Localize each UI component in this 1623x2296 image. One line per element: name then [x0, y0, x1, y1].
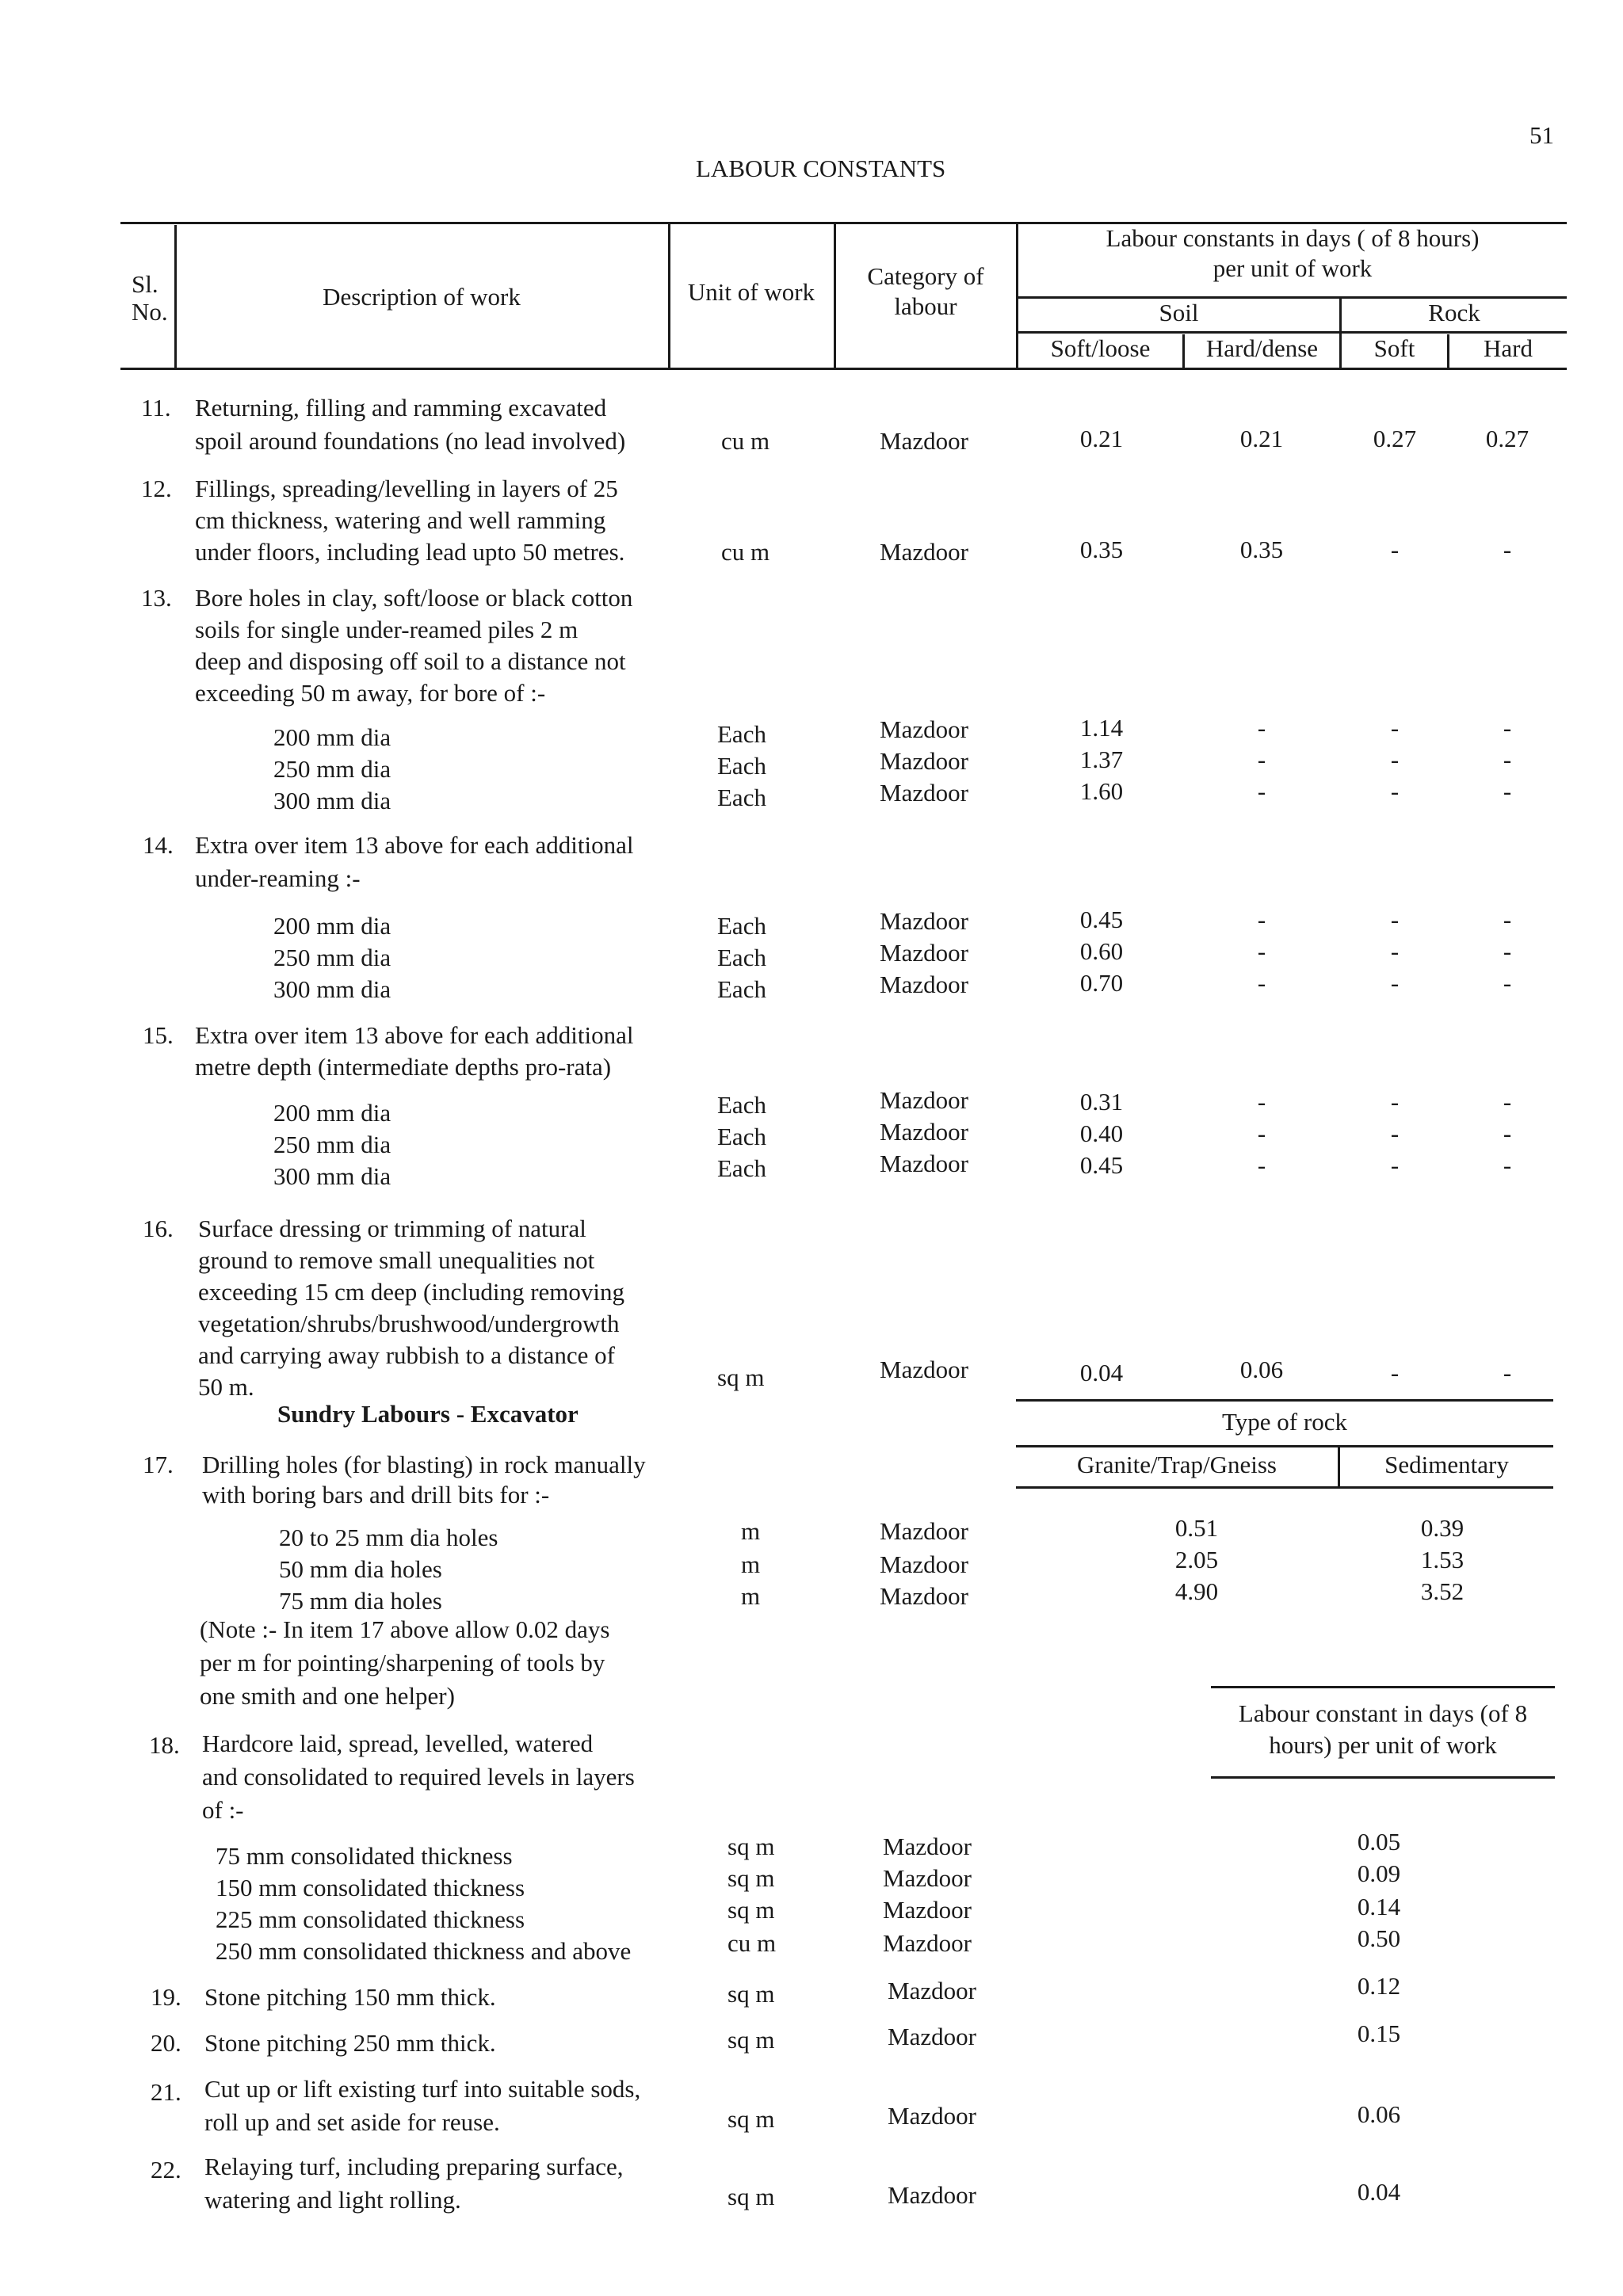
rock-type-sedimentary: Sedimentary — [1384, 1451, 1509, 1478]
sub-item-label: 300 mm dia — [273, 975, 391, 1003]
item-number: 19. — [151, 1983, 181, 2011]
sub-item-label: 150 mm consolidated thickness — [216, 1874, 525, 1901]
item-number: 15. — [143, 1021, 174, 1049]
value-constant: 0.09 — [1357, 1859, 1401, 1887]
item-unit: cu m — [727, 1929, 777, 1957]
value-hard-dense: - — [1257, 746, 1266, 773]
header-description: Description of work — [323, 283, 521, 311]
item-unit: sq m — [727, 2105, 775, 2133]
value-sedimentary: 3.52 — [1420, 1577, 1465, 1605]
item-desc-line: Relaying turf, including preparing surface, — [204, 2153, 624, 2180]
value-rock-soft: - — [1390, 969, 1400, 997]
item-category: Mazdoor — [880, 1582, 968, 1610]
value-hard-dense: - — [1257, 969, 1266, 997]
item-desc-line: of :- — [202, 1796, 244, 1824]
value-rock-soft: - — [1390, 937, 1400, 965]
value-rock-hard: - — [1503, 746, 1512, 773]
sub-item-label: 250 mm dia — [273, 1131, 391, 1158]
item-category: Mazdoor — [880, 939, 968, 967]
sub-item-label: 300 mm dia — [273, 787, 391, 814]
item-category: Mazdoor — [880, 971, 968, 998]
value-hard-dense: 0.06 — [1239, 1356, 1284, 1383]
item-desc-line: Extra over item 13 above for each additional — [195, 831, 634, 859]
item-number: 18. — [149, 1731, 180, 1759]
header-hard-dense: Hard/dense — [1205, 334, 1319, 362]
value-soft-loose: 0.21 — [1079, 425, 1124, 452]
item-category: Mazdoor — [880, 1150, 968, 1177]
sub-item-label: 250 mm consolidated thickness and above — [216, 1937, 632, 1965]
value-rock-hard: - — [1503, 906, 1512, 933]
item-category: Mazdoor — [883, 1929, 972, 1957]
item-category: Mazdoor — [880, 538, 968, 566]
constant-header-line: Labour constant in days (of 8 — [1238, 1699, 1528, 1727]
value-granite: 2.05 — [1174, 1546, 1219, 1573]
value-rock-hard: - — [1503, 777, 1512, 805]
page-title: LABOUR CONSTANTS — [696, 154, 946, 182]
header-soil: Soil — [1159, 299, 1199, 326]
note-line: per m for pointing/sharpening of tools by — [200, 1649, 605, 1676]
item-number: 16. — [143, 1215, 174, 1242]
item-desc-line: spoil around foundations (no lead involved) — [195, 427, 626, 455]
sub-item-label: 200 mm dia — [273, 723, 391, 751]
value-constant: 0.04 — [1357, 2178, 1401, 2206]
item-desc-line: 50 m. — [198, 1373, 254, 1401]
header-sl-no: Sl. — [132, 270, 158, 298]
sub-item-label: 75 mm dia holes — [279, 1587, 442, 1615]
value-soft-loose: 1.14 — [1079, 714, 1124, 742]
value-constant: 0.06 — [1357, 2100, 1401, 2128]
item-unit: cu m — [721, 538, 770, 566]
value-rock-hard: - — [1503, 714, 1512, 742]
item-unit: Each — [717, 975, 766, 1003]
item-unit: sq m — [727, 2026, 775, 2054]
header-constants-1: Labour constants in days ( of 8 hours) — [1106, 224, 1480, 252]
item-number: 12. — [141, 475, 172, 502]
item-category: Mazdoor — [880, 779, 968, 807]
sub-item-label: 200 mm dia — [273, 1099, 391, 1127]
sub-item-label: 50 mm dia holes — [279, 1555, 442, 1583]
item-category: Mazdoor — [888, 2023, 976, 2050]
value-soft-loose: 0.35 — [1079, 536, 1124, 563]
item-desc-line: exceeding 50 m away, for bore of :- — [195, 679, 546, 707]
item-unit: Each — [717, 944, 766, 971]
value-hard-dense: - — [1257, 777, 1266, 805]
value-rock-hard: - — [1503, 1119, 1512, 1147]
item-unit: Each — [717, 720, 766, 748]
value-soft-loose: 0.70 — [1079, 969, 1124, 997]
item-category: Mazdoor — [880, 427, 968, 455]
value-soft-loose: 0.45 — [1079, 1151, 1124, 1179]
value-rock-soft: 0.27 — [1373, 425, 1417, 452]
value-rock-soft: - — [1390, 536, 1400, 563]
value-soft-loose: 1.60 — [1079, 777, 1124, 805]
value-constant: 0.12 — [1357, 1972, 1401, 2000]
value-soft-loose: 0.40 — [1079, 1119, 1124, 1147]
item-desc-line: Extra over item 13 above for each additional — [195, 1021, 634, 1049]
header-unit: Unit of work — [687, 278, 815, 306]
item-unit: Each — [717, 1154, 766, 1182]
value-rock-hard: - — [1503, 937, 1512, 965]
item-desc-line: cm thickness, watering and well ramming — [195, 506, 606, 534]
item-desc-line: Fillings, spreading/levelling in layers of 25 — [195, 475, 618, 502]
value-rock-hard: - — [1503, 1088, 1512, 1116]
value-hard-dense: - — [1257, 937, 1266, 965]
item-desc-line: and consolidated to required levels in layers — [202, 1763, 635, 1791]
item-desc-line: ground to remove small unequalities not — [198, 1246, 595, 1274]
value-hard-dense: 0.35 — [1239, 536, 1284, 563]
item-unit: sq m — [727, 1833, 775, 1860]
value-constant: 0.50 — [1357, 1924, 1401, 1952]
value-rock-soft: - — [1390, 906, 1400, 933]
item-desc-line: vegetation/shrubs/brushwood/undergrowth — [198, 1310, 620, 1337]
header-category-2: labour — [894, 292, 957, 320]
item-desc-line: deep and disposing off soil to a distance not — [195, 647, 626, 675]
item-desc-line: Stone pitching 150 mm thick. — [204, 1983, 496, 2011]
item-unit: sq m — [727, 1896, 775, 1924]
header-rock: Rock — [1428, 299, 1480, 326]
header-soft: Soft — [1373, 334, 1415, 362]
item-category: Mazdoor — [888, 2181, 976, 2209]
value-rock-soft: - — [1390, 1119, 1400, 1147]
value-rock-soft: - — [1390, 714, 1400, 742]
item-number: 14. — [143, 831, 174, 859]
value-soft-loose: 1.37 — [1079, 746, 1124, 773]
rock-type-title: Type of rock — [1222, 1408, 1347, 1436]
item-unit: cu m — [721, 427, 770, 455]
item-number: 22. — [151, 2156, 181, 2183]
item-category: Mazdoor — [883, 1833, 972, 1860]
item-category: Mazdoor — [880, 715, 968, 743]
note-line: (Note :- In item 17 above allow 0.02 days — [200, 1615, 610, 1643]
item-desc-line: metre depth (intermediate depths pro-rata) — [195, 1053, 612, 1081]
item-category: Mazdoor — [883, 1896, 972, 1924]
section-heading: Sundry Labours - Excavator — [277, 1400, 579, 1428]
item-number: 21. — [151, 2078, 181, 2106]
value-rock-hard: - — [1503, 1151, 1512, 1179]
header-hard: Hard — [1484, 334, 1533, 362]
item-desc-line: and carrying away rubbish to a distance of — [198, 1341, 615, 1369]
rock-type-granite: Granite/Trap/Gneiss — [1077, 1451, 1277, 1478]
value-rock-soft: - — [1390, 777, 1400, 805]
item-unit: sq m — [727, 1980, 775, 2008]
value-hard-dense: - — [1257, 1151, 1266, 1179]
value-soft-loose: 0.04 — [1079, 1359, 1124, 1386]
value-rock-soft: - — [1390, 1359, 1400, 1386]
value-constant: 0.15 — [1357, 2019, 1401, 2047]
item-unit: sq m — [727, 2183, 775, 2210]
item-desc-line: Surface dressing or trimming of natural — [198, 1215, 586, 1242]
item-desc-line: under-reaming :- — [195, 864, 361, 892]
value-constant: 0.05 — [1357, 1828, 1401, 1855]
sub-item-label: 250 mm dia — [273, 755, 391, 783]
value-sedimentary: 0.39 — [1420, 1514, 1465, 1542]
header-constants-2: per unit of work — [1212, 254, 1373, 282]
item-desc-line: Cut up or lift existing turf into suitable sods, — [204, 2075, 641, 2103]
value-hard-dense: - — [1257, 906, 1266, 933]
item-number: 13. — [141, 584, 172, 612]
value-rock-hard: - — [1503, 1359, 1512, 1386]
value-rock-soft: - — [1390, 746, 1400, 773]
value-soft-loose: 0.31 — [1079, 1088, 1124, 1116]
item-category: Mazdoor — [880, 1118, 968, 1146]
value-hard-dense: - — [1257, 714, 1266, 742]
value-granite: 0.51 — [1174, 1514, 1219, 1542]
item-unit: Each — [717, 912, 766, 940]
item-unit: Each — [717, 784, 766, 811]
item-desc-line: watering and light rolling. — [204, 2186, 461, 2214]
item-category: Mazdoor — [880, 1550, 968, 1578]
sub-item-label: 300 mm dia — [273, 1162, 391, 1190]
item-unit: sq m — [727, 1864, 775, 1892]
item-unit: m — [741, 1582, 761, 1610]
item-category: Mazdoor — [880, 1517, 968, 1545]
header-sl-no-2: No. — [132, 298, 168, 326]
header-category-1: Category of — [867, 262, 984, 290]
item-unit: Each — [717, 752, 766, 780]
item-number: 20. — [151, 2029, 181, 2057]
value-rock-hard: 0.27 — [1485, 425, 1529, 452]
sub-item-label: 20 to 25 mm dia holes — [279, 1524, 498, 1551]
value-rock-soft: - — [1390, 1088, 1400, 1116]
item-category: Mazdoor — [880, 747, 968, 775]
item-category: Mazdoor — [880, 1086, 968, 1114]
item-unit: m — [741, 1550, 761, 1578]
item-category: Mazdoor — [880, 907, 968, 935]
item-category: Mazdoor — [888, 1977, 976, 2004]
item-number: 11. — [141, 394, 171, 421]
item-category: Mazdoor — [880, 1356, 968, 1383]
sub-item-label: 225 mm consolidated thickness — [216, 1905, 525, 1933]
item-number: 17. — [143, 1451, 174, 1478]
item-desc-line: Drilling holes (for blasting) in rock manually — [202, 1451, 646, 1478]
item-desc-line: Bore holes in clay, soft/loose or black cotton — [195, 584, 633, 612]
item-desc-line: roll up and set aside for reuse. — [204, 2108, 500, 2136]
sub-item-label: 200 mm dia — [273, 912, 391, 940]
value-sedimentary: 1.53 — [1420, 1546, 1465, 1573]
item-desc-line: Returning, filling and ramming excavated — [195, 394, 607, 421]
constant-header-line: hours) per unit of work — [1269, 1731, 1497, 1759]
item-desc-line: Hardcore laid, spread, levelled, watered — [202, 1730, 594, 1757]
item-unit: sq m — [717, 1363, 765, 1391]
item-unit: Each — [717, 1123, 766, 1150]
value-rock-hard: - — [1503, 536, 1512, 563]
note-line: one smith and one helper) — [200, 1682, 455, 1710]
item-desc-line: exceeding 15 cm deep (including removing — [198, 1278, 625, 1306]
header-soft-loose: Soft/loose — [1050, 334, 1151, 362]
item-desc-line: under floors, including lead upto 50 metres. — [195, 538, 625, 566]
value-granite: 4.90 — [1174, 1577, 1219, 1605]
item-desc-line: with boring bars and drill bits for :- — [202, 1481, 550, 1508]
value-soft-loose: 0.60 — [1079, 937, 1124, 965]
sub-item-label: 250 mm dia — [273, 944, 391, 971]
item-category: Mazdoor — [888, 2102, 976, 2130]
item-unit: Each — [717, 1091, 766, 1119]
value-hard-dense: - — [1257, 1119, 1266, 1147]
page-number: 51 — [1529, 121, 1554, 149]
value-hard-dense: - — [1257, 1088, 1266, 1116]
item-desc-line: Stone pitching 250 mm thick. — [204, 2029, 496, 2057]
item-unit: m — [741, 1517, 761, 1545]
sub-item-label: 75 mm consolidated thickness — [216, 1842, 513, 1870]
value-constant: 0.14 — [1357, 1893, 1401, 1920]
value-hard-dense: 0.21 — [1239, 425, 1284, 452]
item-desc-line: soils for single under-reamed piles 2 m — [195, 616, 579, 643]
value-rock-hard: - — [1503, 969, 1512, 997]
item-category: Mazdoor — [883, 1864, 972, 1892]
value-rock-soft: - — [1390, 1151, 1400, 1179]
value-soft-loose: 0.45 — [1079, 906, 1124, 933]
